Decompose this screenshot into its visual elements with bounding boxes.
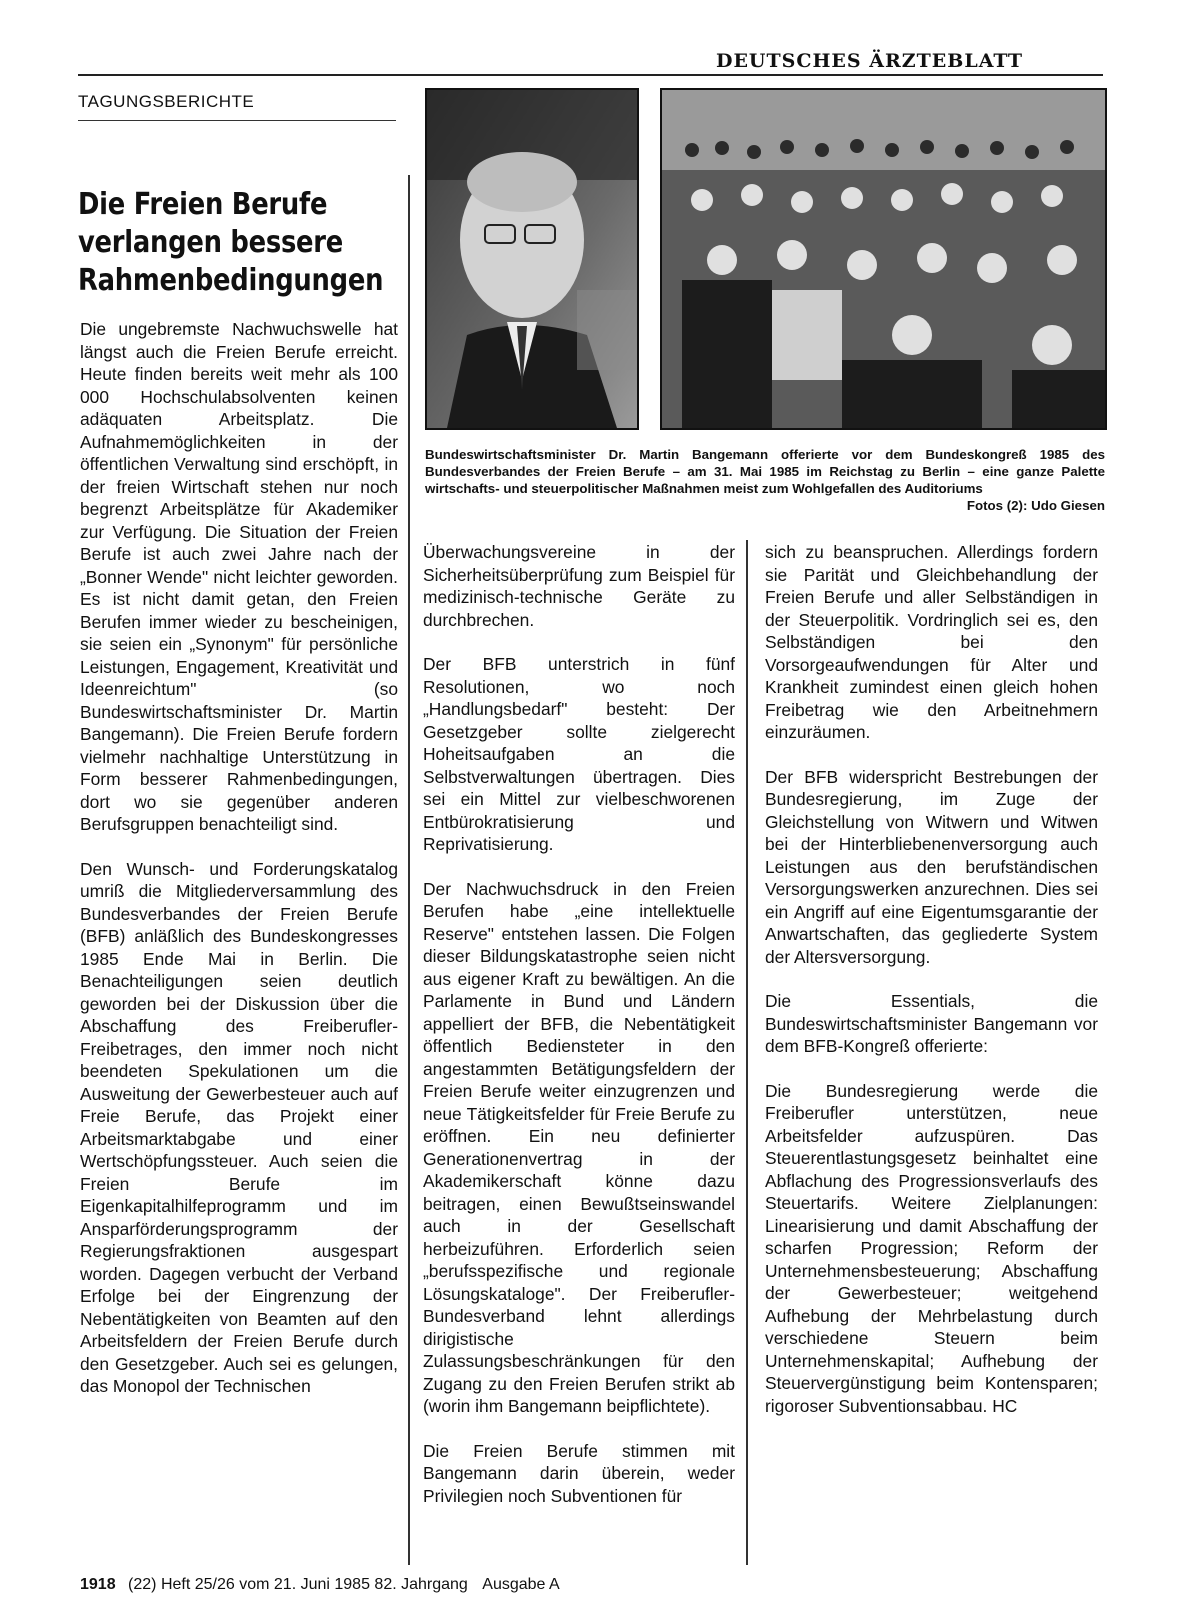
edition-label: Ausgabe A — [482, 1576, 560, 1593]
page-number: 1918 — [80, 1576, 116, 1593]
column-divider — [746, 540, 748, 1565]
issue-info: (22) Heft 25/26 vom 21. Juni 1985 82. Jahrgang — [128, 1576, 468, 1593]
photo-speaker — [425, 88, 639, 430]
paragraph: Die Essentials, die Bundeswirtschaftsminister Bangemann vor dem BFB-Kongreß offerierte: — [765, 991, 1098, 1056]
paragraph: Die Freien Berufe stimmen mit Bangemann darin überein, weder Privilegien noch Subventionen für — [423, 1440, 735, 1506]
speaker-photo-graphic — [427, 90, 637, 428]
paragraph: Der BFB widerspricht Bestrebungen der Bundesregierung, im Zuge der Gleichstellung von Witwern und Witwen bei der Hinterbliebenenversorgung auch Leistungen aus den berufständischen Versorgungswerken anzurechnen. Dies sei ein Angriff auf eine Eigentumsgarantie der Anwartschaften, das gegliederte System der Altersversorgung. — [765, 766, 1098, 967]
section-label: TAGUNGSBERICHTE — [78, 92, 396, 121]
photo-caption — [425, 446, 1105, 514]
photo-audience — [660, 88, 1107, 430]
photo-credit: Fotos (2): Udo Giesen — [966, 498, 1105, 513]
paragraph: Den Wunsch- und Forderungskatalog umriß die Mitgliederversammlung des Bundesverbandes der Freien Berufe (BFB) anläßlich des Bundeskongresses 1985 Ende Mai in Berlin. Die Benachteiligungen seien deutlich geworden bei der Diskussion über die Abschaffung des Freiberufler-Freibetrages, den immer noch nicht beendeten Spekulationen um die Ausweitung der Gewerbesteuer auch auf Freie Berufe, das Projekt einer Arbeitsmarktabgabe und einer Wertschöpfungssteuer. Auch seien die Freien Berufe im Eigenkapitalhilfeprogramm und im Ansparförderungsprogramm der Regierungsfraktionen ausgespart worden. Dagegen verbucht der Verband Erfolge bei der Eingrenzung der Nebentätigkeiten von Beamten auf den Arbeitsfeldern der Freien Berufe durch den Gesetzgeber. Auch sei es gelungen, das Monopol der Technischen — [80, 858, 398, 1396]
page-footer — [80, 1576, 560, 1594]
column-1 — [80, 318, 398, 1420]
paragraph: Die ungebremste Nachwuchswelle hat längst auch die Freien Berufe erreicht. Heute finden bereits weit mehr als 100 000 Hochschulabsolventen keinen adäquaten Arbeitsplatz. Die Aufnahmemöglichkeiten in der öffentlichen Verwaltung sind erschöpft, in der freien Wirtschaft stehen nur noch begrenzt Arbeitsplätze für Akademiker zur Verfügung. Die Situation der Freien Berufe ist auch zwei Jahre nach der „Bonner Wende" nicht leichter geworden. Es ist nicht damit getan, den Freien Berufen immer wieder zu bescheinigen, sie seien ein „Synonym" für persönliche Leistungen, Engagement, Kreativität und Ideenreichtum" (so Bundeswirtschaftsminister Dr. Martin Bangemann). Die Freien Berufe fordern vielmehr nachhaltige Unterstützung in Form besserer Rahmenbedingungen, dort wo sie gegenüber anderen Berufsgruppen benachteiligt sind. — [80, 319, 398, 834]
audience-photo-graphic — [662, 90, 1105, 428]
column-3 — [765, 541, 1098, 1439]
journal-title: DEUTSCHES ÄRZTEBLATT — [715, 50, 1023, 72]
paragraph: Überwachungsvereine in der Sicherheitsüberprüfung zum Beispiel für medizinisch-technische Geräte zu durchbrechen. — [423, 542, 735, 630]
column-divider — [408, 175, 410, 1565]
caption-text: Bundeswirtschaftsminister Dr. Martin Bangemann offerierte vor dem Bundeskongreß 1985 des Bundesverbandes der Freien Berufe – am 31. Mai 1985 im Reichstag zu Berlin – eine ganze Palette wirtschafts- und steuerpolitischer Maßnahmen meist zum Wohlgefallen des Auditoriums — [425, 447, 1105, 496]
column-2 — [423, 541, 735, 1529]
article-headline: Die Freien Berufe verlangen bessere Rahmenbedingungen — [78, 187, 384, 298]
paragraph: Die Bundesregierung werde die Freiberufler unterstützen, neue Arbeitsfelder aufzuspüren. Das Steuerentlastungsgesetz beinhaltet eine Abflachung des Progressionsverlaufs des Steuertarifs. Weitere Zielplanungen: Linearisierung und damit Abschaffung der scharfen Progression; Reform der Unternehmensbesteuerung; Abschaffung der Gewerbesteuer; weitgehend Aufhebung der Mehrbelastung durch verschiedene Steuern beim Unternehmenskapital; Aufhebung der Steuervergünstigung beim Kontensparen; rigoroser Subventionsabbau. HC — [765, 1080, 1098, 1416]
paragraph: Der Nachwuchsdruck in den Freien Berufen habe „eine intellektuelle Reserve" entstehen lassen. Die Folgen dieser Bildungskatastrophe seien nicht aus eigener Kraft zu bewältigen. An die Parlamente in Bund und Ländern appelliert der BFB, die Nebentätigkeit öffentlich Bediensteter in den angestammten Betätigungsfeldern der Freien Berufe weiter einzugrenzen und neue Tätigkeitsfelder für Freie Berufe zu eröffnen. Ein neu definierter Generationenvertrag in der Akademikerschaft könne dazu beitragen, einen Bewußtseinswandel auch in der Gesellschaft herbeizuführen. Erforderlich seien „berufsspezifische und regionale Lösungskataloge". Der Freiberufler-Bundesverband lehnt allerdings dirigistische Zulassungsbeschränkungen für den Zugang zu den Freien Berufen strikt ab (worin ihm Bangemann beipflichtete). — [423, 878, 735, 1416]
paragraph: sich zu beanspruchen. Allerdings fordern sie Parität und Gleichbehandlung der Freien Berufe und aller Selbständigen in der Steuerpolitik. Vordringlich sei es, den Selbständigen bei den Vorsorgeaufwendungen für Alter und Krankheit zumindest einen gleich hohen Freibetrag wie den Arbeitnehmern einzuräumen. — [765, 542, 1098, 742]
masthead — [78, 50, 1103, 76]
paragraph: Der BFB unterstrich in fünf Resolutionen, wo noch „Handlungsbedarf" besteht: Der Gesetzgeber sollte zielgerecht Hoheitsaufgaben an die Selbstverwaltungen übertragen. Dies sei ein Mittel zur vielbeschworenen Entbürokratisierung und Reprivatisierung. — [423, 654, 735, 854]
